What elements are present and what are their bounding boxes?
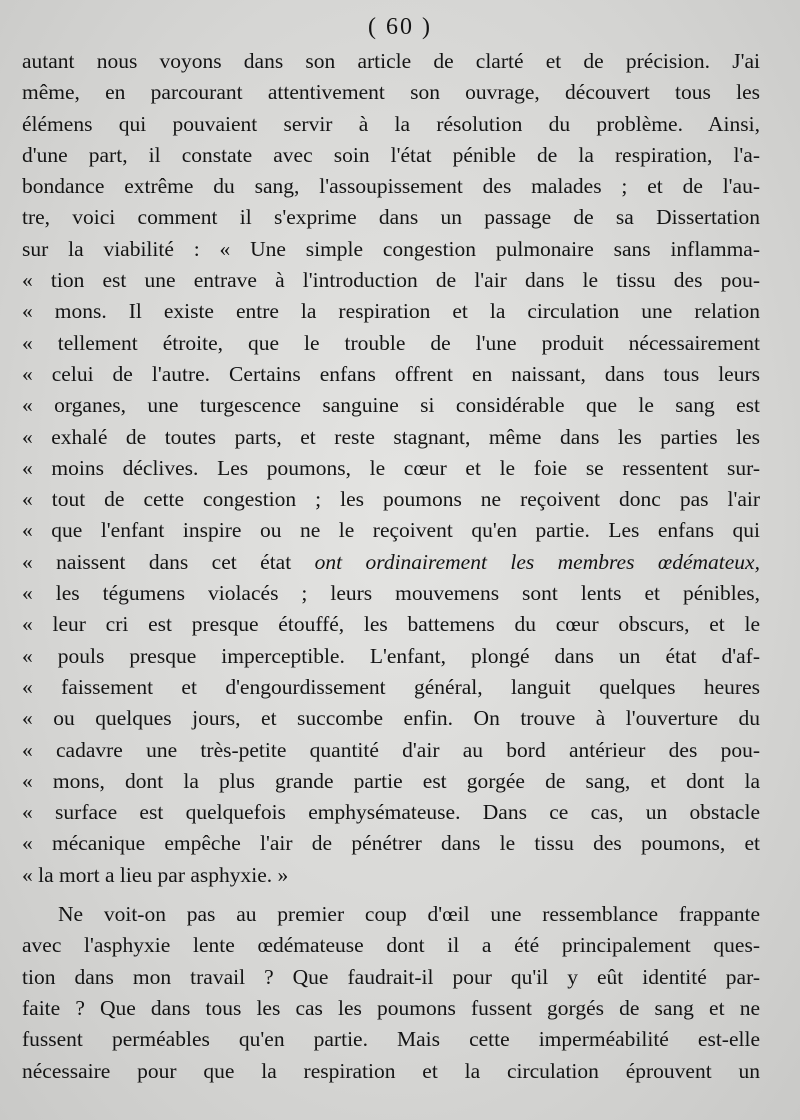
quote-line: « exhalé de toutes parts, et reste stagnant, même dans les parties les <box>22 424 760 449</box>
text-line: d'une part, il constate avec soin l'état pénible de la respiration, l'a- <box>22 142 760 167</box>
text-line: nécessaire pour que la respiration et la circulation éprouvent un <box>22 1058 760 1083</box>
text-line: tre, voici comment il s'exprime dans un passage de sa Dissertation <box>22 205 760 230</box>
italic-phrase: ont ordinairement les membres œdémateux, <box>314 549 760 574</box>
quote-line: « celui de l'autre. Certains enfans offrent en naissant, dans tous leurs <box>22 361 760 386</box>
text-line: autant nous voyons dans son article de clarté et de précision. J'ai <box>22 49 760 73</box>
quote-line: « organes, une turgescence sanguine si considérable que le sang est <box>22 393 760 418</box>
text-line: avec l'asphyxie lente œdémateuse dont il a été principalement ques- <box>22 933 760 958</box>
quote-line: « mécanique empêche l'air de pénétrer dans le tissu des poumons, et <box>22 831 760 856</box>
quote-line: « ou quelques jours, et succombe enfin. On trouve à l'ouverture du <box>22 706 760 731</box>
quote-line: « les tégumens violacés ; leurs mouvemens sont lents et pénibles, <box>22 581 760 606</box>
quote-line: « tellement étroite, que le trouble de l'une produit nécessairement <box>22 330 760 355</box>
quote-line: « que l'enfant inspire ou ne le reçoivent qu'en partie. Les enfans qui <box>22 518 760 543</box>
body-text <box>22 46 760 1087</box>
quote-line: « tout de cette congestion ; les poumons ne reçoivent donc pas l'air <box>22 487 760 512</box>
text-line: même, en parcourant attentivement son ouvrage, découvert tous les <box>22 80 760 105</box>
quote-line: « cadavre une très-petite quantité d'air au bord antérieur des pou- <box>22 737 760 762</box>
quote-last-line: « la mort a lieu par asphyxie. » <box>22 862 289 887</box>
quote-line: « tion est une entrave à l'introduction de l'air dans le tissu des pou- <box>22 268 760 293</box>
text-line: fussent perméables qu'en partie. Mais cette imperméabilité est-elle <box>22 1027 760 1052</box>
text-line: Ne voit-on pas au premier coup d'œil une ressemblance frappante <box>58 902 760 927</box>
page-number: ( 60 ) <box>368 14 432 40</box>
quote-line: « leur cri est presque étouffé, les battemens du cœur obscurs, et le <box>22 612 760 637</box>
quote-line: « moins déclives. Les poumons, le cœur et le foie se ressentent sur- <box>22 455 760 480</box>
quote-line-italic <box>22 547 760 578</box>
quote-line-prefix: « naissent dans cet état <box>22 549 315 574</box>
paragraph-gap <box>22 891 760 899</box>
text-line: faite ? Que dans tous les cas les poumons fussent gorgés de sang et ne <box>22 995 760 1020</box>
quote-line: « mons, dont la plus grande partie est gorgée de sang, et dont la <box>22 768 760 793</box>
text-line: bondance extrême du sang, l'assoupissement des malades ; et de l'au- <box>22 174 760 199</box>
quote-line: « surface est quelquefois emphysémateuse. Dans ce cas, un obstacle <box>22 800 760 825</box>
text-line: élémens qui pouvaient servir à la résolution du problème. Ainsi, <box>22 111 760 136</box>
text-line: sur la viabilité : « Une simple congestion pulmonaire sans inflamma- <box>22 236 760 261</box>
quote-line: « mons. Il existe entre la respiration et la circulation une relation <box>22 299 760 324</box>
text-line: tion dans mon travail ? Que faudrait-il pour qu'il y eût identité par- <box>22 964 760 989</box>
quote-line: « faissement et d'engourdissement général, languit quelques heures <box>22 674 760 699</box>
quote-line: « pouls presque imperceptible. L'enfant, plongé dans un état d'af- <box>22 643 760 668</box>
